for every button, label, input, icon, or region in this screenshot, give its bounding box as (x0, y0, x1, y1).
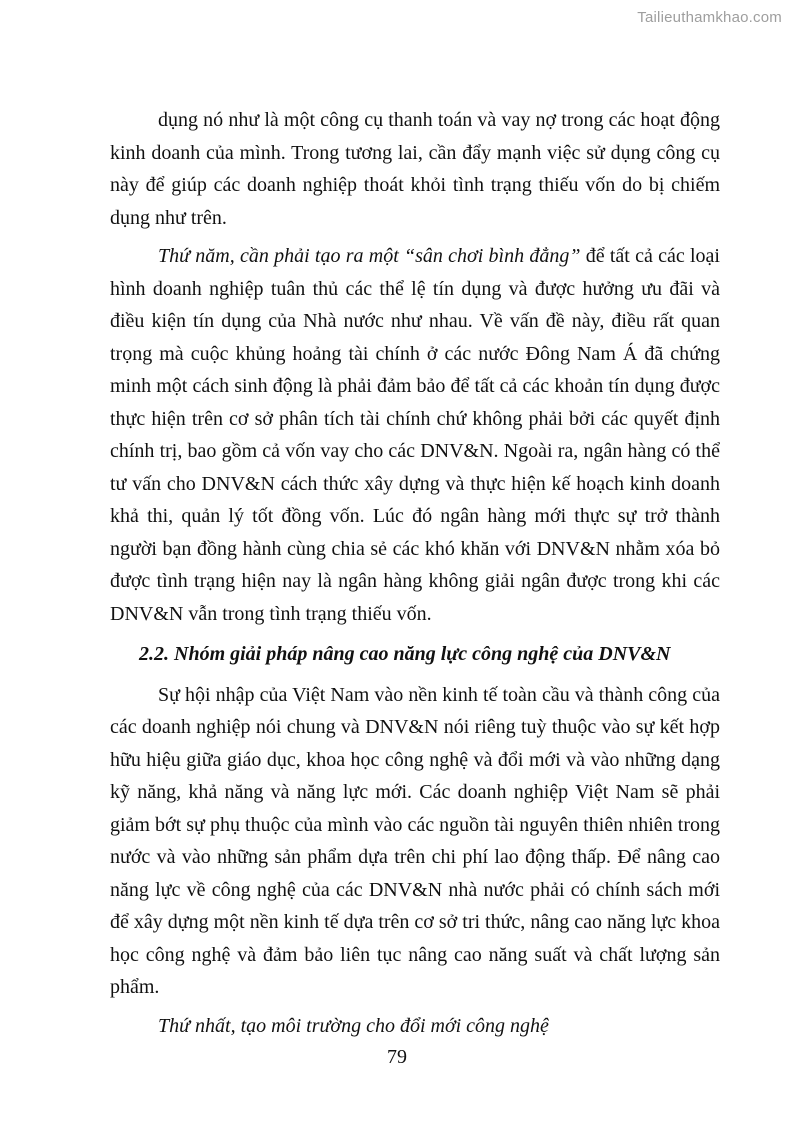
paragraph-2-italic-lead: Thứ năm, cần phải tạo ra một “sân chơi bình đẳng” (158, 245, 581, 267)
paragraph-2 (110, 240, 720, 630)
paragraph-1: dụng nó như là một công cụ thanh toán và vay nợ trong các hoạt động kinh doanh của mình. Trong tương lai, cần đẩy mạnh việc sử dụng công cụ này để giúp các doanh nghiệp thoát khỏi tình trạng thiếu vốn do bị chiếm dụng như trên. (110, 109, 720, 229)
page-content (110, 104, 720, 1048)
section-heading-2-2: 2.2. Nhóm giải pháp nâng cao năng lực công nghệ của DNV&N (139, 643, 671, 665)
paragraph-3: Sự hội nhập của Việt Nam vào nền kinh tế toàn cầu và thành công của các doanh nghiệp nói chung và DNV&N nói riêng tuỳ thuộc vào sự kết hợp hữu hiệu giữa giáo dục, khoa học công nghệ và đổi mới và vào những dạng kỹ năng, khả năng và năng lực mới. Các doanh nghiệp Việt Nam sẽ phải giảm bớt sự phụ thuộc của mình vào các nguồn tài nguyên thiên nhiên trong nước và vào những sản phẩm dựa trên chi phí lao động thấp. Để nâng cao năng lực về công nghệ của các DNV&N nhà nước phải có chính sách mới để xây dựng một nền kinh tế dựa trên cơ sở tri thức, nâng cao năng lực khoa học công nghệ và đảm bảo liên tục nâng cao năng suất và chất lượng sản phẩm. (110, 683, 720, 998)
page-number: 79 (387, 1046, 407, 1068)
paragraph-2-body: để tất cả các loại hình doanh nghiệp tuân thủ các thể lệ tín dụng và được hưởng ưu đãi và điều kiện tín dụng của Nhà nước như nhau. Về vấn đề này, điều rất quan trọng mà cuộc khủng hoảng tài chính ở các nước Đông Nam Á đã chứng minh một cách sinh động là phải đảm bảo để tất cả các khoản tín dụng được thực hiện trên cơ sở phân tích tài chính chứ không phải bởi các quyết định chính trị, bao gồm cả vốn vay cho các DNV&N. Ngoài ra, ngân hàng có thể tư vấn cho DNV&N cách thức xây dựng và thực hiện kế hoạch kinh doanh khả thi, quản lý tốt đồng vốn. Lúc đó ngân hàng mới thực sự trở thành người bạn đồng hành cùng chia sẻ các khó khăn với DNV&N nhằm xóa bỏ được tình trạng hiện nay là ngân hàng không giải ngân được trong khi các DNV&N vẫn trong tình trạng thiếu vốn. (110, 245, 720, 625)
watermark-text: Tailieuthamkhao.com (637, 9, 782, 26)
paragraph-4-italic: Thứ nhất, tạo môi trường cho đổi mới công nghệ (158, 1014, 549, 1037)
